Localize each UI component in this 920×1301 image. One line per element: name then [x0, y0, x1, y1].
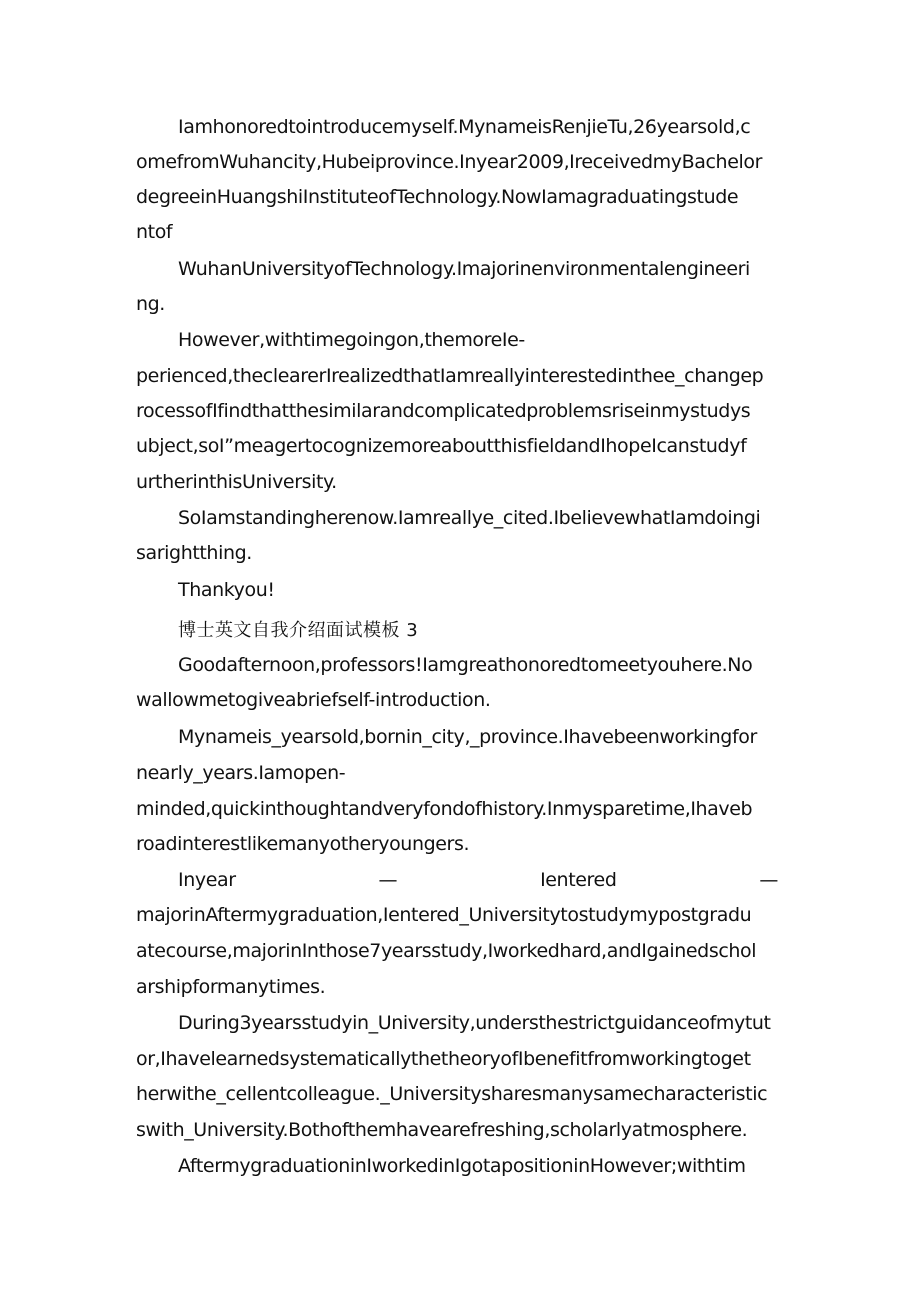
text-line: roadinterestlikemanyotheryoungers. — [136, 833, 470, 855]
text-line: WuhanUniversityofTechnology.Imajorinenvironmentalengineeri — [178, 258, 750, 280]
text-line: minded,quickinthoughtandveryfondofhistory.Inmysparetime,Ihaveb — [136, 798, 753, 820]
text-line: ng. — [136, 293, 165, 315]
text-line: perienced‚theclearerIrealizedthatIamreallyinterestedinthee_changep — [136, 365, 764, 387]
text-line: AftermygraduationinIworkedinIgotapositioninHowever;withtim — [178, 1155, 746, 1177]
text-line: atecourse,majorinInthose7yearsstudy,Iworkedhard,andIgainedschol — [136, 940, 757, 962]
text-line: Mynameis_yearsold,bornin_city‚_province.Ihavebeenworkingfor — [178, 726, 757, 748]
text-line: degreeinHuangshiInstituteofTechnology.NowIamagraduatingstude — [136, 186, 739, 208]
text-line: herwithe_cellentcolleague._Universitysharesmanysamecharacteristic — [136, 1083, 768, 1105]
text-line: SoIamstandingherenow.Iamreallye_cited.IbelievewhatIamdoingi — [178, 507, 761, 529]
text-line: wallowmetogiveabriefself-introduction. — [136, 689, 491, 711]
text-line: rocessofIfindthatthesimilarandcomplicatedproblemsriseinmystudys — [136, 400, 751, 422]
text-fragment: Ientered — [540, 869, 617, 891]
text-fragment: Inyear — [178, 869, 236, 891]
text-fragment: — — [759, 869, 778, 891]
text-line: majorinAftermygraduation,Ientered_Universitytostudymypostgradu — [136, 904, 752, 926]
text-line: ntof — [136, 221, 173, 243]
text-fragment: — — [378, 869, 398, 891]
text-line: or,IhavelearnedsystematicallythetheoryofIbenefitfromworkingtoget — [136, 1048, 751, 1070]
text-line: ubject,soI”meagertocognizemoreaboutthisfieldandIhopeIcanstudyf — [136, 435, 747, 457]
text-line: sarightthing. — [136, 542, 252, 564]
text-line: Thankyou! — [178, 579, 275, 601]
text-line: Iamhonoredtointroducemyself.MynameisRenjieTu,26yearsold‚c — [178, 116, 751, 138]
text-line: However,withtimegoingon,themoreIe- — [178, 329, 525, 351]
section-heading: 博士英文自我介绍面试模板 3 — [178, 620, 419, 641]
text-line: nearly_years.Iamopen- — [136, 762, 346, 784]
text-line: During3yearsstudyin_University,understhestrictguidanceofmytut — [178, 1012, 771, 1034]
text-line: arshipformanytimes. — [136, 976, 326, 998]
text-line: urtherinthisUniversity. — [136, 471, 337, 493]
text-line: swith_University.Bothofthemhavearefreshing,scholarlyatmosphere. — [136, 1119, 748, 1141]
text-line: Goodafternoon,professors!Iamgreathonoredtomeetyouhere.No — [178, 654, 753, 676]
text-line: omefromWuhancity‚Hubeiprovince.Inyear2009‚IreceivedmyBachelor — [136, 151, 762, 173]
text-line-justified — [178, 868, 778, 892]
